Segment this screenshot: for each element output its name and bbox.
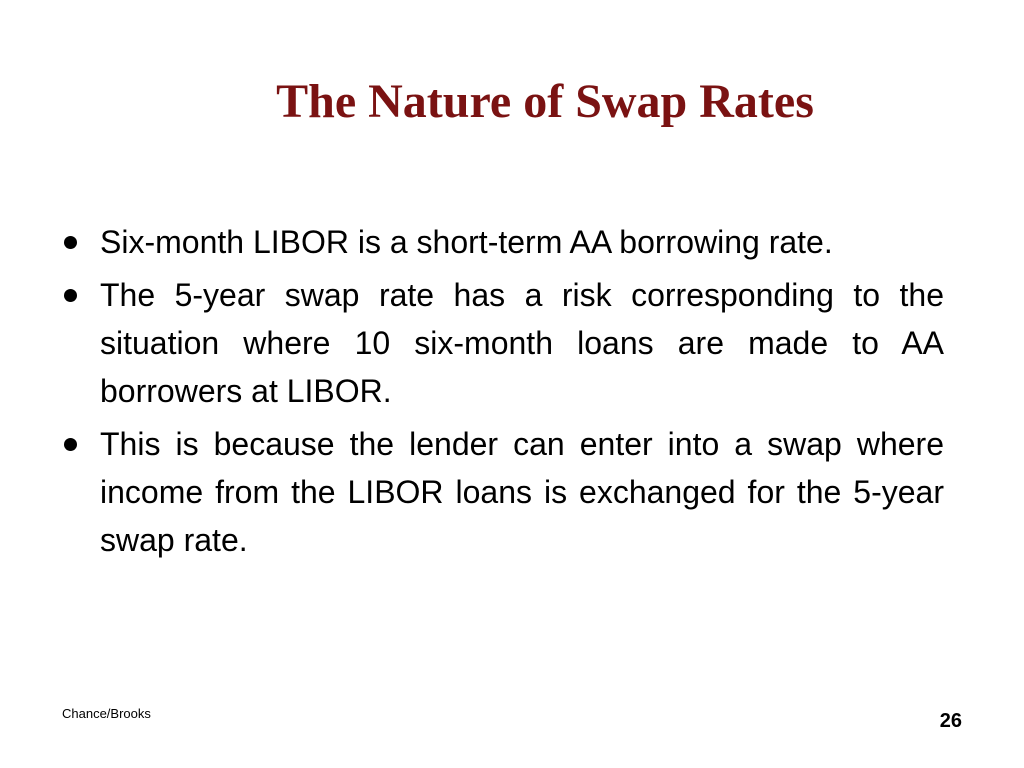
bullet-dot-icon [64,289,77,302]
bullet-text: This is because the lender can enter into a swap where income from the LIBOR loans is exchanged for the 5-year swap rate. [100,426,944,558]
bullet-text: Six-month LIBOR is a short-term AA borrowing rate. [100,224,833,260]
bullet-item [62,271,944,415]
bullet-dot-icon [64,236,77,249]
bullet-list [62,218,944,569]
bullet-item [62,218,944,266]
bullet-dot-icon [64,438,77,451]
page-number: 26 [939,710,962,732]
bullet-item [62,420,944,564]
slide-title: The Nature of Swap Rates [276,75,814,128]
footer-author: Chance/Brooks [62,706,151,721]
bullet-text: The 5-year swap rate has a risk corresponding to the situation where 10 six-month loans are made to AA borrowers at LIBOR. [100,277,944,409]
